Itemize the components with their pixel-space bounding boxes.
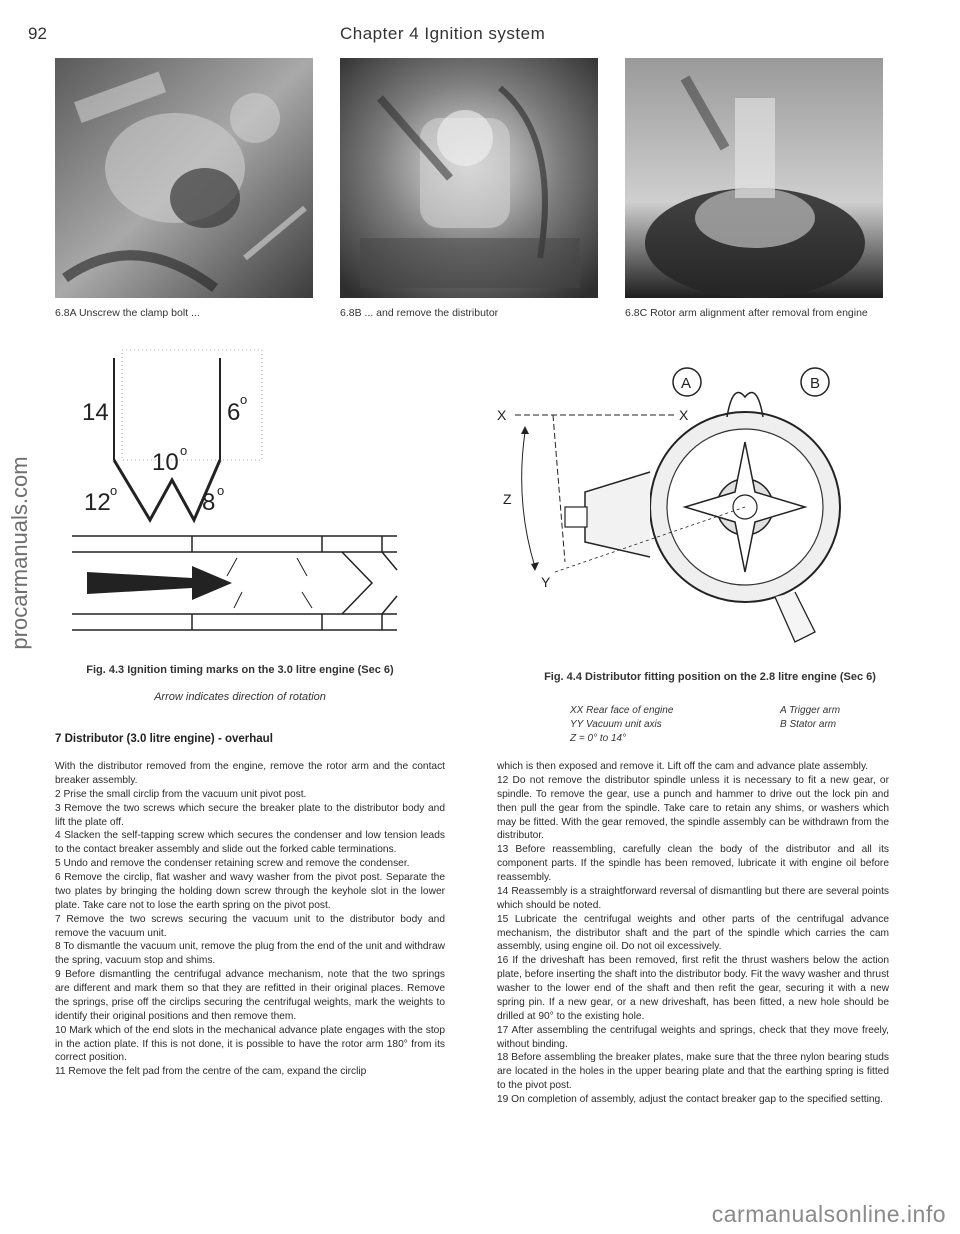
paragraph: 19 On completion of assembly, adjust the contact breaker gap to the specified setting. [497, 1094, 884, 1105]
paragraph: 3 Remove the two screws which secure the breaker plate to the distributor body and lift the plate off. [55, 802, 445, 828]
left-column-text [55, 760, 445, 1079]
fig-4-3-subcaption: Arrow indicates direction of rotation [154, 691, 326, 703]
paragraph: 10 Mark which of the end slots in the mechanical advance plate engages with the stop in the action plate. If this is not done, it is possible to have the rotor arm 180° from its correct position. [55, 1024, 445, 1064]
legend-value: Trigger arm [789, 705, 841, 716]
legend-value: = 0° to 14° [578, 733, 627, 744]
axis-x-left: X [497, 407, 507, 423]
paragraph: 5 Undo and remove the condenser retaining screw and remove the condenser. [55, 858, 410, 870]
legend-key: XX [570, 705, 584, 716]
paragraph: 15 Lubricate the centrifugal weights and other parts of the centrifugal advance mechanism, the distributor shaft and the part of the spindle which carries the cam assembly, using engine oil. Do not oil excessively. [497, 913, 889, 953]
paragraph: 8 To dismantle the vacuum unit, remove the plug from the end of the unit and withdraw the spring, vacuum stop and shims. [55, 941, 445, 967]
legend-key: B [780, 719, 787, 730]
footer-watermark: carmanualsonline.info [711, 1201, 946, 1227]
legend-value: Rear face of engine [586, 705, 674, 716]
paragraph: 13 Before reassembling, carefully clean the body of the distributor and all its component parts. If the spindle has been removed, lubricate it with engine oil before reassembly. [497, 844, 889, 883]
mark-8-label: 8 [202, 489, 216, 516]
mark-10-label: 10 [152, 449, 179, 476]
legend-key: A [780, 705, 787, 716]
paragraph: 18 Before assembling the breaker plates, make sure that the three nylon bearing studs are located in the holes in the upper bearing plate and that the earthing spring is fitted to the pivot post. [497, 1052, 889, 1092]
fig-4-4-diagram [495, 342, 880, 652]
paragraph: 12 Do not remove the distributor spindle unless it is necessary to fit a new gear, or spindle. To remove the gear, use a punch and hammer to drive out the lock pin and then pull the gear from the spindle. Take care to retain any shims, or washers which may be fitted. With the gear removed, the spindle assembly can be withdrawn from the distributor. [497, 774, 889, 842]
paragraph: 11 Remove the felt pad from the centre of the cam, expand the circlip [55, 1066, 367, 1078]
paragraph: 2 Prise the small circlip from the vacuum unit pivot post. [55, 788, 307, 800]
deg-10: o [180, 443, 188, 458]
paragraph: 4 Slacken the self-tapping screw which secures the condenser and low tension leads to the contact breaker assembly and slide out the forked cable terminations. [55, 830, 445, 856]
paragraph: 9 Before dismantling the centrifugal advance mechanism, note that the two springs are different and mark them so that they are refitted in their original places. Remove the springs, prise off the circlips securing the centrifugal weights, mark the weights to identify their original positions and then remove them. [55, 969, 445, 1022]
chapter-title: Chapter 4 Ignition system [340, 24, 546, 43]
paragraph: which is then exposed and remove it. Lift off the cam and advance plate assembly. [497, 761, 869, 772]
mark-12-label: 12 [84, 489, 111, 516]
paragraph: 14 Reassembly is a straightforward reversal of dismantling but there are several points which should be noted. [497, 885, 889, 911]
photo-caption-rotor-alignment: 6.8C Rotor arm alignment after removal from engine [625, 307, 868, 319]
paragraph: 7 Remove the two screws securing the vacuum unit to the distributor body and remove the vacuum unit. [55, 913, 445, 939]
axis-y-label: Y [541, 574, 551, 590]
photo-caption-clamp-bolt: 6.8A Unscrew the clamp bolt ... [55, 307, 200, 319]
deg-12: o [110, 483, 118, 498]
legend-value: Stator arm [789, 719, 837, 730]
fig-4-4-caption-text: Fig. 4.4 Distributor fitting position on the 2.8 litre engine (Sec 6) [544, 671, 876, 683]
rotation-arrow [87, 566, 232, 600]
section-heading: 7 Distributor (3.0 litre engine) - overhaul [55, 733, 273, 745]
legend-value: Vacuum unit axis [585, 719, 662, 730]
angle-z-label: Z [503, 491, 512, 507]
axis-x-right: X [679, 407, 689, 423]
callout-a: A [681, 375, 692, 392]
fig-4-4-legend [570, 704, 910, 746]
photo-caption-remove-distributor: 6.8B ... and remove the distributor [340, 307, 499, 319]
photo-clamp-bolt [55, 58, 313, 298]
side-watermark: procarmanuals.com [7, 456, 32, 650]
paragraph: 17 After assembling the centrifugal weights and springs, check that they move freely, without binding. [497, 1024, 889, 1050]
paragraph: With the distributor removed from the engine, remove the rotor arm and the contact breaker assembly. [55, 761, 445, 786]
page-number: 92 [28, 24, 47, 43]
fig-4-3-caption-text: Fig. 4.3 Ignition timing marks on the 3.0 litre engine (Sec 6) [86, 664, 394, 676]
photo-rotor-alignment [625, 58, 883, 298]
fig-4-3-diagram [62, 340, 407, 645]
fig-4-3-caption [30, 663, 450, 678]
callout-b: B [810, 375, 821, 392]
paragraph: 16 If the driveshaft has been removed, first refit the thrust washers below the action plate, before inserting the shaft into the distributor body. Fit the wavy washer and thrust washer to the lower end of the shaft and then refit the gear, securing it with a new spring pin. If a new gear, or a new driveshaft, has been fitted, a new hole should be drilled at 90° to the existing hole. [497, 955, 889, 1022]
deg-6: o [240, 392, 248, 407]
mark-6-label: 6 [227, 399, 241, 426]
fig-4-4-caption [500, 670, 920, 685]
paragraph: 6 Remove the circlip, flat washer and wavy washer from the pivot post. Separate the two plates by bringing the holding down screw through the keyhole slot in the lower plate. Take care not to lose the earth spring on the pivot post. [55, 872, 445, 911]
legend-key: YY [570, 719, 584, 730]
photo-remove-distributor [340, 58, 598, 298]
right-column-text [497, 760, 889, 1107]
mark-14-label: 14 [82, 399, 109, 426]
deg-8: o [217, 483, 225, 498]
legend-key: Z [570, 733, 577, 744]
